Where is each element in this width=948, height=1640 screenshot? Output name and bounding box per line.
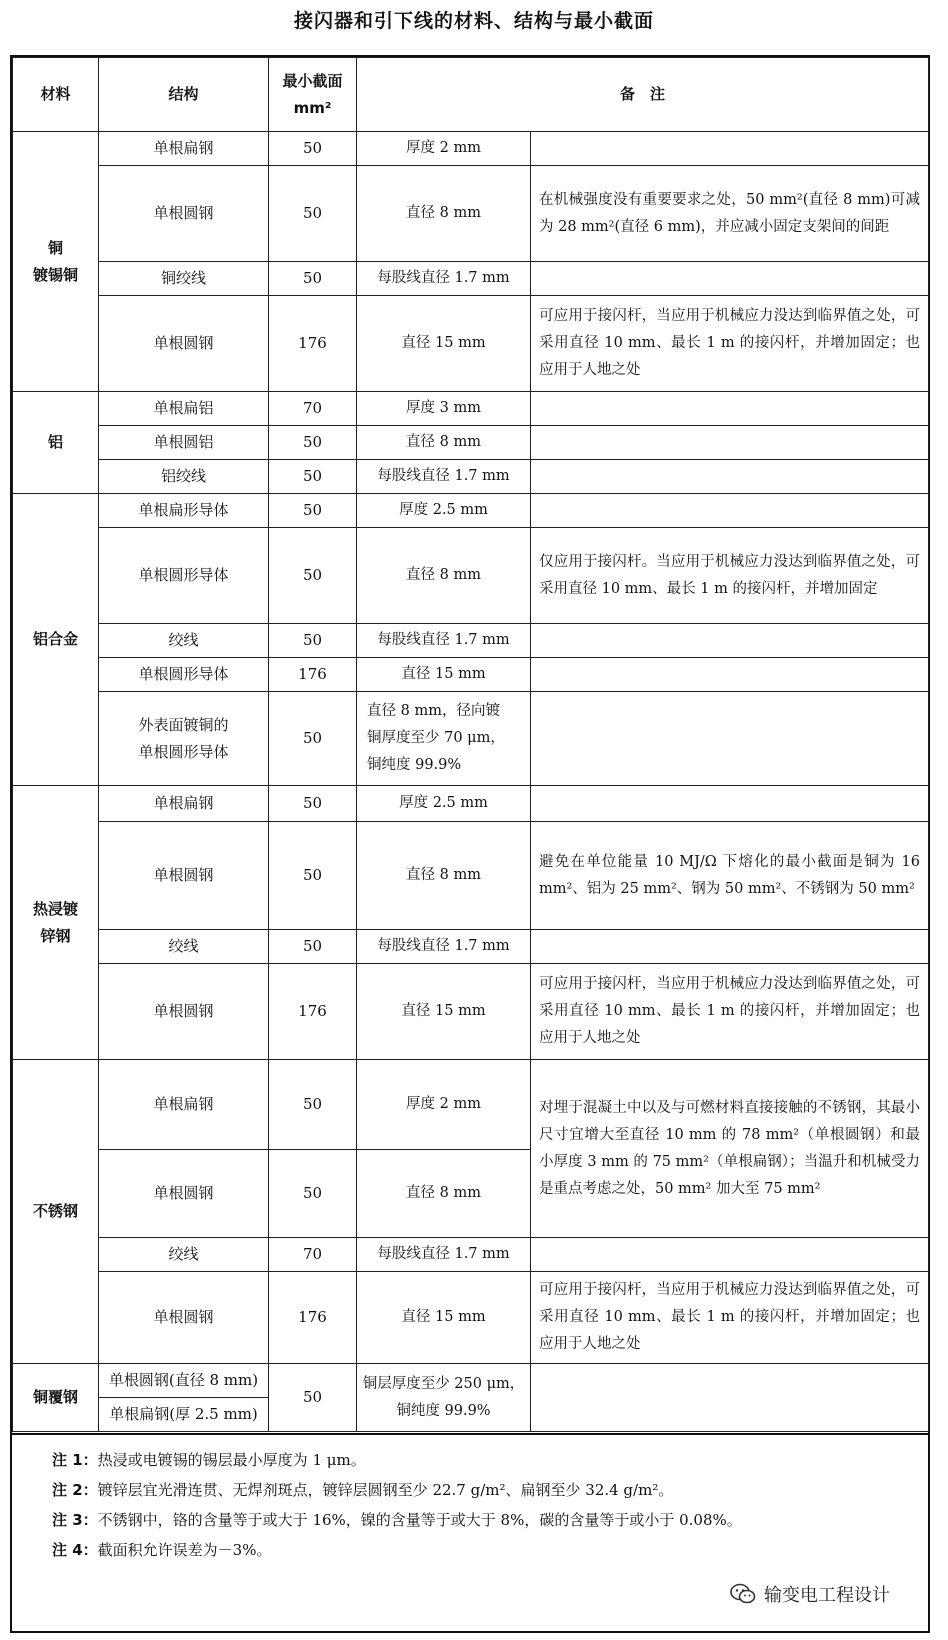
structure-cell: 绞线 xyxy=(99,930,269,964)
spec-cell: 厚度 2 mm xyxy=(357,132,531,166)
material-table xyxy=(12,57,929,1432)
table-row xyxy=(13,786,929,822)
note-cell: 对埋于混凝土中以及与可燃材料直接接触的不锈钢，其最小尺寸宜增大至直径 10 mm 的 78 mm²（单根圆钢）和最小厚度 3 mm 的 75 mm²（单根扁钢）；当温升和机械受力是重点考虑之处，50 mm² 加大至 75 mm² xyxy=(531,1060,929,1238)
spec-cell: 每股线直径 1.7 mm xyxy=(357,460,531,494)
area-cell: 50 xyxy=(269,930,357,964)
spec-cell: 铜层厚度至少 250 μm， 铜纯度 99.9% xyxy=(357,1364,531,1432)
note-cell xyxy=(531,658,929,692)
footnote-text: 镀锌层宜光滑连贯、无焊剂斑点，镀锌层圆钢至少 22.7 g/m²、扁钢至少 32.4 g/m²。 xyxy=(97,1481,674,1499)
spec-cell: 每股线直径 1.7 mm xyxy=(357,930,531,964)
spec-cell: 直径 15 mm xyxy=(357,296,531,392)
area-cell: 176 xyxy=(269,1272,357,1364)
material-cell: 铝合金 xyxy=(13,494,99,786)
note-cell xyxy=(531,460,929,494)
spec-cell: 直径 8 mm xyxy=(357,528,531,624)
footnote-label: 注 2： xyxy=(52,1481,98,1499)
area-cell: 50 xyxy=(269,692,357,786)
note-cell xyxy=(531,692,929,786)
material-cell: 铝 xyxy=(13,392,99,494)
footnote-text: 截面积允许误差为－3%。 xyxy=(97,1541,272,1559)
area-cell: 50 xyxy=(269,528,357,624)
footnote-text: 热浸或电镀锡的锡层最小厚度为 1 μm。 xyxy=(97,1451,366,1469)
structure-cell: 单根圆形导体 xyxy=(99,658,269,692)
note-cell xyxy=(531,786,929,822)
footnote-label: 注 1： xyxy=(52,1451,98,1469)
note-cell xyxy=(531,494,929,528)
table-row xyxy=(13,964,929,1060)
watermark xyxy=(726,1579,894,1609)
structure-cell: 单根圆钢(直径 8 mm) xyxy=(99,1364,269,1398)
spec-cell: 厚度 2 mm xyxy=(357,1060,531,1150)
table-row xyxy=(13,1238,929,1272)
area-cell: 176 xyxy=(269,658,357,692)
table-row xyxy=(13,658,929,692)
footnote-label: 注 3： xyxy=(52,1511,98,1529)
table-row xyxy=(13,624,929,658)
table-row xyxy=(13,1060,929,1150)
spec-cell: 直径 15 mm xyxy=(357,964,531,1060)
table-row xyxy=(13,692,929,786)
footnote-item xyxy=(52,1475,928,1505)
spec-cell: 每股线直径 1.7 mm xyxy=(357,262,531,296)
area-cell: 50 xyxy=(269,262,357,296)
table-row xyxy=(13,1364,929,1398)
spec-cell: 厚度 3 mm xyxy=(357,392,531,426)
structure-cell: 单根扁钢(厚 2.5 mm) xyxy=(99,1398,269,1432)
structure-cell: 单根扁钢 xyxy=(99,786,269,822)
table-row xyxy=(13,426,929,460)
table-row xyxy=(13,460,929,494)
area-cell: 70 xyxy=(269,392,357,426)
table-row xyxy=(13,262,929,296)
table-row xyxy=(13,1272,929,1364)
header-remarks: 备 注 xyxy=(357,58,929,132)
note-cell xyxy=(531,392,929,426)
area-cell: 50 xyxy=(269,1364,357,1432)
wechat-icon xyxy=(730,1583,756,1605)
area-cell: 50 xyxy=(269,624,357,658)
header-min-section-label: 最小截面 xyxy=(282,71,343,90)
spec-cell: 直径 8 mm xyxy=(357,822,531,930)
structure-cell: 铝绞线 xyxy=(99,460,269,494)
area-cell: 176 xyxy=(269,964,357,1060)
area-cell: 50 xyxy=(269,786,357,822)
note-cell xyxy=(531,624,929,658)
area-cell: 50 xyxy=(269,1060,357,1150)
spec-cell: 直径 8 mm xyxy=(357,166,531,262)
table-row xyxy=(13,930,929,964)
header-material: 材料 xyxy=(13,58,99,132)
material-cell: 铜 镀锡铜 xyxy=(13,132,99,392)
note-cell xyxy=(531,1238,929,1272)
structure-cell: 单根圆钢 xyxy=(99,1150,269,1238)
note-cell xyxy=(531,132,929,166)
structure-cell: 单根圆钢 xyxy=(99,964,269,1060)
structure-cell: 单根圆钢 xyxy=(99,166,269,262)
area-cell: 50 xyxy=(269,822,357,930)
area-cell: 50 xyxy=(269,426,357,460)
material-cell: 不锈钢 xyxy=(13,1060,99,1364)
structure-cell: 单根扁钢 xyxy=(99,1060,269,1150)
note-cell: 仅应用于接闪杆。当应用于机械应力没达到临界值之处，可采用直径 10 mm、最长 1 m 的接闪杆，并增加固定 xyxy=(531,528,929,624)
spec-cell: 直径 8 mm xyxy=(357,426,531,460)
structure-cell: 单根扁铝 xyxy=(99,392,269,426)
area-cell: 176 xyxy=(269,296,357,392)
footnote-item xyxy=(52,1505,928,1535)
footnote-text: 不锈钢中，铬的含量等于或大于 16%，镍的含量等于或大于 8%，碳的含量等于或小于 0.08%。 xyxy=(97,1511,742,1529)
note-cell: 可应用于接闪杆，当应用于机械应力没达到临界值之处，可采用直径 10 mm、最长 1 m 的接闪杆，并增加固定；也应用于人地之处 xyxy=(531,964,929,1060)
spec-cell: 直径 15 mm xyxy=(357,658,531,692)
table-row xyxy=(13,166,929,262)
table-row xyxy=(13,528,929,624)
note-cell: 在机械强度没有重要要求之处，50 mm²(直径 8 mm)可减为 28 mm²(直径 6 mm)，并应减小固定支架间的间距 xyxy=(531,166,929,262)
structure-cell: 单根圆形导体 xyxy=(99,528,269,624)
structure-cell: 单根圆钢 xyxy=(99,822,269,930)
structure-cell: 绞线 xyxy=(99,624,269,658)
note-cell xyxy=(531,930,929,964)
area-cell: 70 xyxy=(269,1238,357,1272)
note-cell: 可应用于接闪杆，当应用于机械应力没达到临界值之处，可采用直径 10 mm、最长 1 m 的接闪杆，并增加固定；也应用于人地之处 xyxy=(531,1272,929,1364)
structure-cell: 单根圆钢 xyxy=(99,296,269,392)
spec-cell: 直径 8 mm，径向镀 铜厚度至少 70 μm， 铜纯度 99.9% xyxy=(357,692,531,786)
page-title: 接闪器和引下线的材料、结构与最小截面 xyxy=(293,10,654,32)
area-cell: 50 xyxy=(269,132,357,166)
footnote-item xyxy=(52,1535,928,1565)
material-cell: 热浸镀 锌钢 xyxy=(13,786,99,1060)
structure-cell: 单根扁钢 xyxy=(99,132,269,166)
structure-cell: 外表面镀铜的 单根圆形导体 xyxy=(99,692,269,786)
spec-cell: 厚度 2.5 mm xyxy=(357,786,531,822)
spec-cell: 直径 8 mm xyxy=(357,1150,531,1238)
header-min-section xyxy=(269,58,357,132)
header-row xyxy=(13,58,929,132)
spec-cell: 直径 15 mm xyxy=(357,1272,531,1364)
note-cell xyxy=(531,262,929,296)
footnote-item xyxy=(52,1445,928,1475)
structure-cell: 单根圆铝 xyxy=(99,426,269,460)
header-structure: 结构 xyxy=(99,58,269,132)
note-cell xyxy=(531,1364,929,1432)
note-cell: 避免在单位能量 10 MJ/Ω 下熔化的最小截面是铜为 16 mm²、铝为 25 mm²、钢为 50 mm²、不锈钢为 50 mm² xyxy=(531,822,929,930)
structure-cell: 绞线 xyxy=(99,1238,269,1272)
note-cell: 可应用于接闪杆，当应用于机械应力没达到临界值之处，可采用直径 10 mm、最长 1 m 的接闪杆，并增加固定；也应用于人地之处 xyxy=(531,296,929,392)
header-min-section-unit: mm² xyxy=(293,98,332,117)
area-cell: 50 xyxy=(269,494,357,528)
structure-cell: 单根扁形导体 xyxy=(99,494,269,528)
table-row xyxy=(13,822,929,930)
area-cell: 50 xyxy=(269,166,357,262)
spec-cell: 厚度 2.5 mm xyxy=(357,494,531,528)
structure-cell: 铜绞线 xyxy=(99,262,269,296)
table-sheet xyxy=(10,55,930,1633)
table-row xyxy=(13,494,929,528)
watermark-text: 输变电工程设计 xyxy=(764,1585,890,1606)
footnote-label: 注 4： xyxy=(52,1541,98,1559)
spec-cell: 每股线直径 1.7 mm xyxy=(357,624,531,658)
area-cell: 50 xyxy=(269,460,357,494)
table-row xyxy=(13,392,929,426)
material-cell: 铜覆钢 xyxy=(13,1364,99,1432)
structure-cell: 单根圆钢 xyxy=(99,1272,269,1364)
table-row xyxy=(13,132,929,166)
area-cell: 50 xyxy=(269,1150,357,1238)
table-row xyxy=(13,296,929,392)
note-cell xyxy=(531,426,929,460)
spec-cell: 每股线直径 1.7 mm xyxy=(357,1238,531,1272)
